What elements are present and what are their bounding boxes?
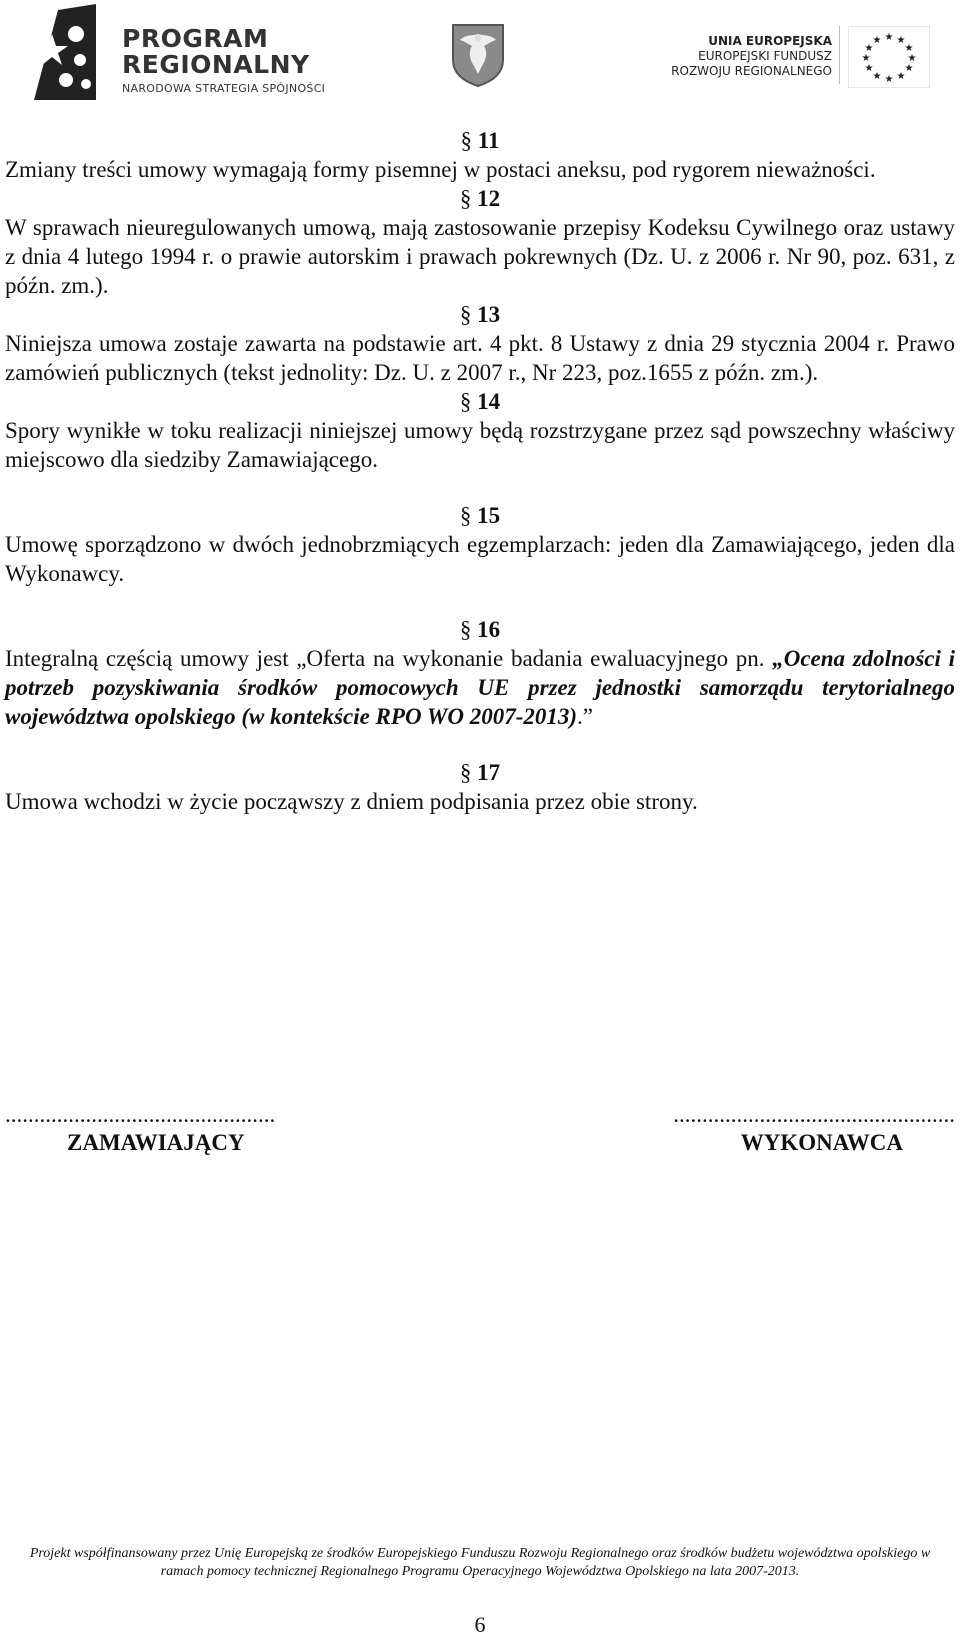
svg-text:★: ★ [896, 35, 906, 46]
eu-line-3: ROZWOJU REGIONALNEGO [671, 64, 832, 78]
section-text-14: Spory wynikłe w toku realizacji niniejszej umowy będą rozstrzygane przez sąd powszechny właściwy miejscowo dla siedziby Zamawiającego. [5, 418, 955, 472]
section-number: 11 [477, 128, 500, 153]
page-header [0, 0, 960, 110]
section-number: 13 [477, 302, 501, 327]
section-symbol: § [459, 760, 472, 785]
eu-line-1: UNIA EUROPEJSKA [708, 34, 832, 48]
program-regionalny-mark-icon [30, 4, 105, 104]
program-subtitle: NARODOWA STRATEGIA SPÓJNOŚCI [122, 82, 326, 95]
contract-body [5, 126, 955, 816]
section-number: 15 [477, 503, 501, 528]
eu-divider [839, 26, 840, 84]
program-regionalny-title [122, 26, 310, 78]
contracting-party-label: ZAMAWIAJĄCY [67, 1130, 245, 1155]
section-symbol: § [459, 389, 472, 414]
footer-line-2: ramach pomocy technicznej Regionalnego Programu Operacyjnego Województwa Opolskiego na lata 2007-2013. [160, 1564, 800, 1579]
section-symbol: § [459, 503, 472, 528]
program-line: PROGRAM [122, 24, 269, 53]
contracting-party-signature-line: ............................................... [5, 1102, 276, 1127]
section-heading-12 [5, 184, 955, 213]
svg-text:★: ★ [864, 43, 874, 54]
section-heading-16 [5, 615, 955, 644]
svg-text:★: ★ [884, 74, 894, 85]
program-regionalny-logo [30, 4, 350, 104]
svg-text:★: ★ [896, 71, 906, 82]
eu-erdf-logo [640, 26, 940, 86]
section-text-12: W sprawach nieuregulowanych umową, mają zastosowanie przepisy Kodeksu Cywilnego oraz ustawy z dnia 4 lutego 1994 r. o prawie autorskim i prawach pokrewnych (Dz. U. z 2006 r. Nr 90, poz. 631, z późn. zm.). [5, 215, 955, 298]
page-number: 6 [474, 1612, 486, 1637]
section-number: 17 [477, 760, 501, 785]
section-heading-15 [5, 501, 955, 530]
svg-text:★: ★ [872, 71, 882, 82]
section-symbol: § [459, 617, 472, 642]
offer-title: „Ocena zdolności i potrzeb pozyskiwania środków pomocowych UE przez jednostki samorządu terytorialnego województwa opolskiego (w kontekście RPO WO 2007-2013) [5, 646, 955, 729]
svg-text:★: ★ [884, 32, 894, 43]
eu-line-2: EUROPEJSKI FUNDUSZ [698, 49, 832, 63]
section-number: 16 [477, 617, 501, 642]
section-text-16-intro: Integralną częścią umowy jest „Oferta na wykonanie badania ewaluacyjnego pn. [5, 646, 773, 671]
svg-text:★: ★ [861, 53, 871, 64]
section-text-16 [5, 644, 955, 731]
svg-text:★: ★ [864, 63, 874, 74]
svg-text:★: ★ [904, 43, 914, 54]
section-symbol: § [459, 302, 472, 327]
signature-block [5, 1102, 955, 1162]
page-footer [0, 1545, 960, 1581]
svg-text:★: ★ [907, 53, 917, 64]
spacer [5, 731, 955, 758]
contractor-signature-line: ................................................. [673, 1102, 955, 1127]
svg-text:★: ★ [872, 35, 882, 46]
eu-text [671, 34, 832, 79]
section-heading-17 [5, 758, 955, 787]
section-symbol: § [460, 128, 472, 153]
spacer [5, 474, 955, 501]
svg-text:★: ★ [904, 63, 914, 74]
section-text-13: Niniejsza umowa zostaje zawarta na podstawie art. 4 pkt. 8 Ustawy z dnia 29 stycznia 2004 r. Prawo zamówień publicznych (tekst jednolity: Dz. U. z 2007 r., Nr 223, poz.1655 z późn. zm.). [5, 331, 955, 385]
footer-line-1: Projekt współfinansowany przez Unię Europejską ze środków Europejskiego Funduszu Rozwoju Regionalnego oraz środków budżetu województwa opolskiego w [29, 1546, 931, 1561]
section-text-15: Umowę sporządzono w dwóch jednobrzmiących egzemplarzach: jeden dla Zamawiającego, jeden dla Wykonawcy. [5, 532, 955, 586]
regionalny-line: REGIONALNY [122, 50, 310, 79]
section-symbol: § [459, 186, 472, 211]
section-heading-11 [5, 126, 955, 155]
section-number: 14 [477, 389, 501, 414]
eu-flag-icon [848, 26, 930, 88]
section-text-17: Umowa wchodzi w życie począwszy z dniem podpisania przez obie strony. [5, 789, 698, 814]
section-text-16-end: .” [577, 704, 593, 729]
contractor-label: WYKONAWCA [740, 1130, 903, 1155]
section-heading-13 [5, 300, 955, 329]
section-heading-14 [5, 387, 955, 416]
section-number: 12 [477, 186, 501, 211]
spacer [5, 588, 955, 615]
opolskie-coat-of-arms-icon [450, 22, 506, 88]
section-text-11: Zmiany treści umowy wymagają formy pisemnej w postaci aneksu, pod rygorem nieważności. [5, 157, 876, 182]
